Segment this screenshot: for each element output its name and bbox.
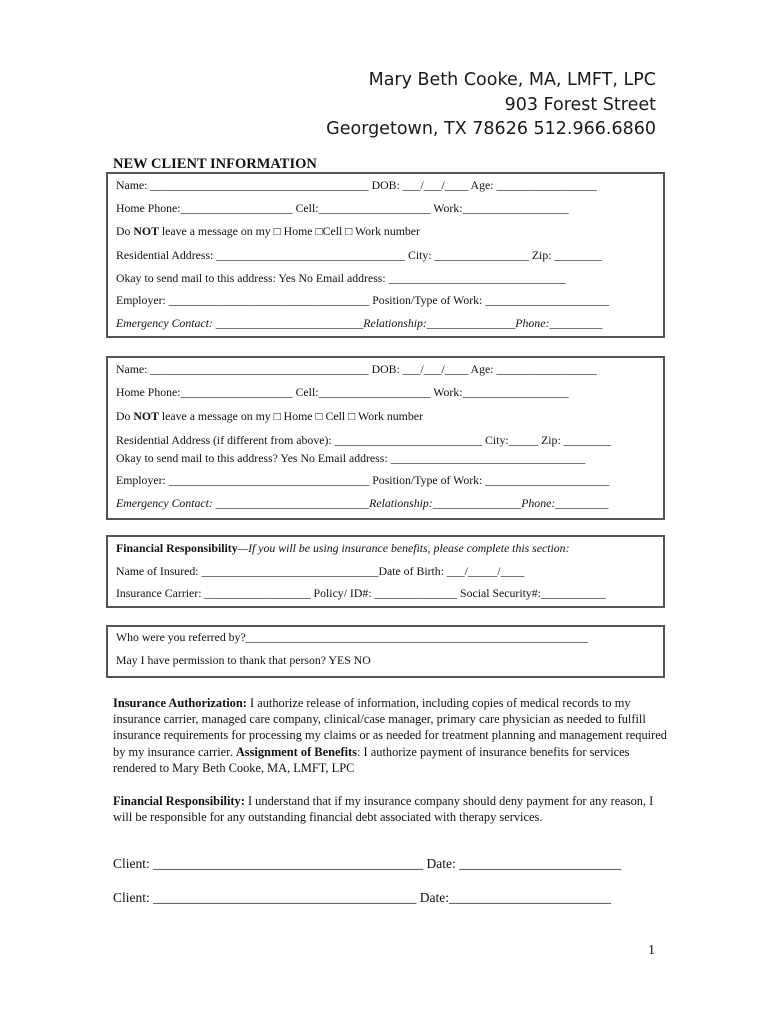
insurance-carrier-line[interactable]: Insurance Carrier: __________________ Policy/ ID#: ______________ Social Security#:___________ <box>116 586 606 600</box>
financial-header-line: Financial Responsibility—If you will be using insurance benefits, please complete this section: <box>116 541 570 555</box>
financial-responsibility-paragraph: Financial Responsibility: I understand that if my insurance company should deny payment for any reason, I will be responsible for any outstanding financial debt associated with therapy services. <box>113 794 654 825</box>
practice-city-phone: Georgetown, TX 78626 512.966.6860 <box>326 119 656 139</box>
section-title: NEW CLIENT INFORMATION <box>113 156 317 172</box>
thank-permission-line[interactable]: May I have permission to thank that person? YES NO <box>116 653 371 667</box>
name-dob-age-line[interactable]: Name: _____________________________________ DOB: ___/___/____ Age: _________________ <box>116 362 597 376</box>
referral-line[interactable]: Who were you referred by?__________________________________________________________ <box>116 630 588 644</box>
client-info-box-1 <box>106 172 665 338</box>
address-line[interactable]: Residential Address (if different from above): _________________________ City:_____ Zip: ________ <box>116 433 611 447</box>
message-preference-line[interactable]: Do NOT leave a message on my □ Home □ Cell □ Work number <box>116 409 423 423</box>
message-preference-line[interactable]: Do NOT leave a message on my □ Home □Cell □ Work number <box>116 224 420 238</box>
practitioner-name: Mary Beth Cooke, MA, LMFT, LPC <box>368 70 656 90</box>
insured-line[interactable]: Name of Insured: ______________________________Date of Birth: ___/_____/____ <box>116 564 525 578</box>
client-info-box-2 <box>106 356 665 520</box>
phone-line[interactable]: Home Phone:___________________ Cell:___________________ Work:__________________ <box>116 201 569 215</box>
client-signature-line-1[interactable]: Client: ________________________________________ Date: ________________________ <box>113 856 622 871</box>
financial-box <box>106 535 665 608</box>
address-line[interactable]: Residential Address: ________________________________ City: ________________ Zip: ________ <box>116 248 602 262</box>
emergency-contact-line[interactable]: Emergency Contact: _________________________Relationship:_______________Phone:_________ <box>116 316 603 330</box>
emergency-contact-line[interactable]: Emergency Contact: __________________________Relationship:_______________Phone:_________ <box>116 496 609 510</box>
phone-line[interactable]: Home Phone:___________________ Cell:___________________ Work:__________________ <box>116 385 569 399</box>
mail-email-line[interactable]: Okay to send mail to this address: Yes No Email address: ______________________________ <box>116 271 566 285</box>
page-number: 1 <box>648 943 655 958</box>
practice-street: 903 Forest Street <box>504 95 656 115</box>
employer-line[interactable]: Employer: __________________________________ Position/Type of Work: _____________________ <box>116 293 610 307</box>
name-dob-age-line[interactable]: Name: _____________________________________ DOB: ___/___/____ Age: _________________ <box>116 178 597 192</box>
employer-line[interactable]: Employer: __________________________________ Position/Type of Work: _____________________ <box>116 473 610 487</box>
referral-box <box>106 625 665 678</box>
insurance-authorization-paragraph: Insurance Authorization: I authorize release of information, including copies of medical records to my insurance carrier, managed care company, clinical/case manager, primary care physician as needed to fulfill insurance requirements for processing my claims or as needed for treatment planning and management required by my insurance carrier. Assignment of Benefits: I authorize payment of insurance benefits for services rendered to Mary Beth Cooke, MA, LMFT, LPC <box>113 696 667 775</box>
client-signature-line-2[interactable]: Client: _______________________________________ Date:________________________ <box>113 890 611 905</box>
mail-email-line[interactable]: Okay to send mail to this address? Yes No Email address: _________________________________ <box>116 451 586 465</box>
